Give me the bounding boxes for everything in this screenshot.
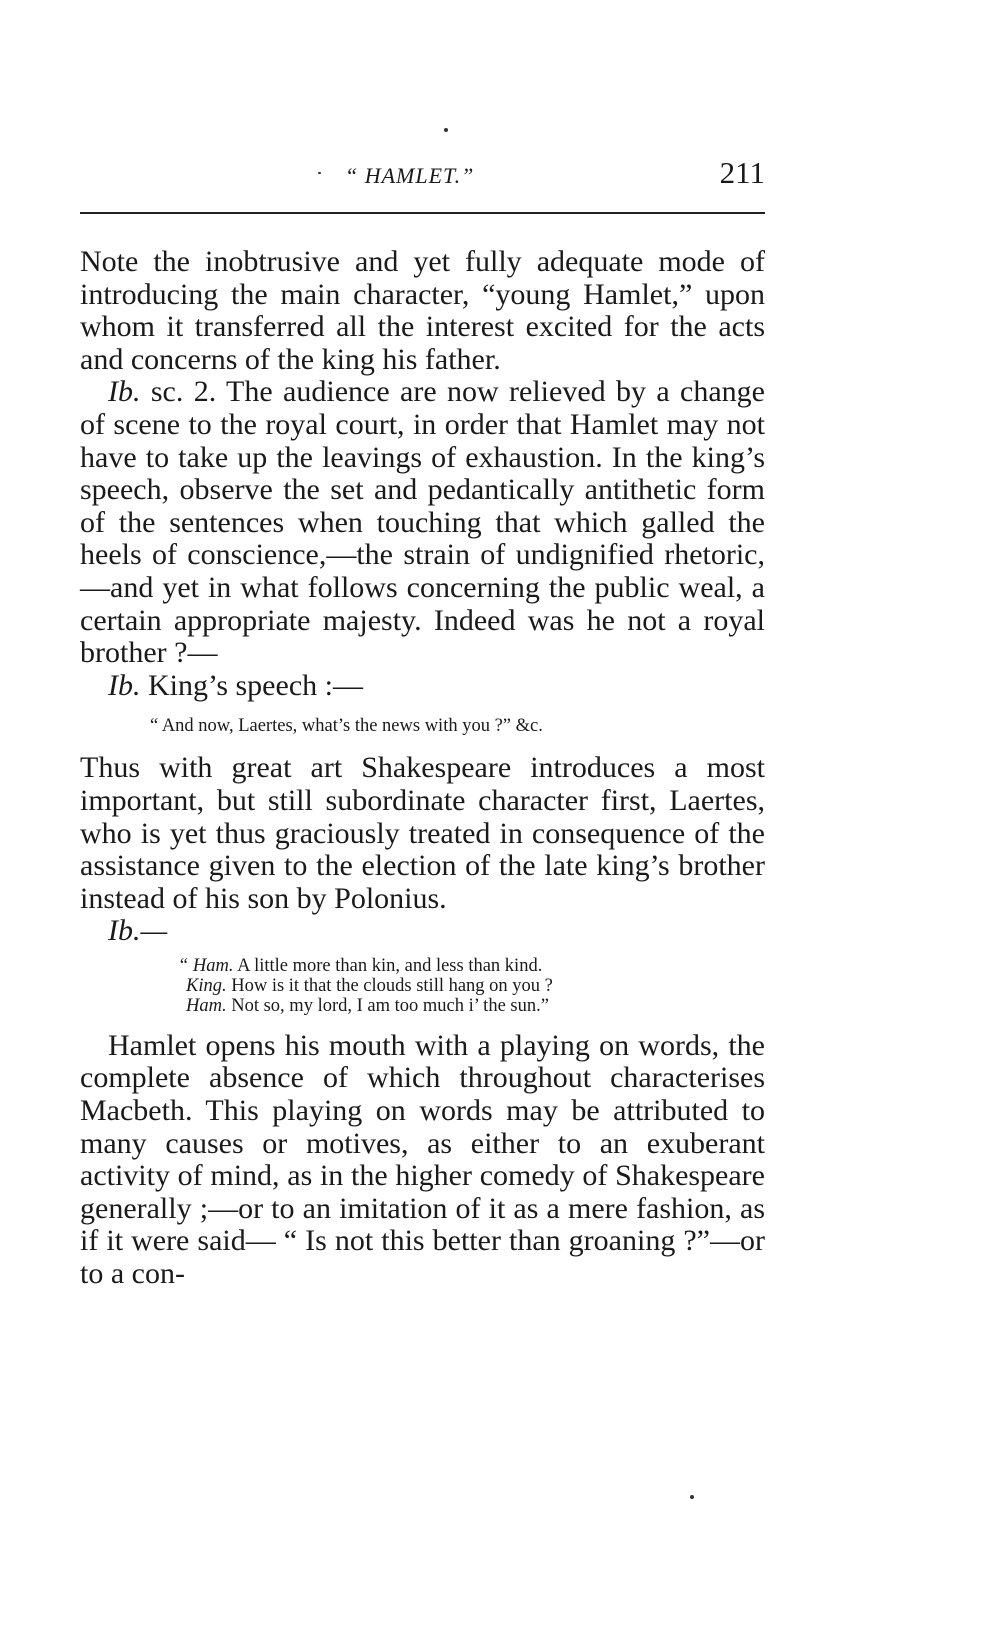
page-body bbox=[80, 246, 765, 1291]
paragraph-4: Thus with great art Shakespeare introduces a most important, but still subordinate character first, Laertes, who is yet thus graciously treated in consequence of the assistance given to the election of the late king’s brother instead of his son by Polonius. bbox=[80, 751, 765, 915]
page-number: 211 bbox=[719, 155, 765, 190]
verse-line bbox=[178, 976, 765, 996]
speaker-name: Ham. bbox=[186, 995, 227, 1016]
verse-text: A little more than kin, and less than kind. bbox=[233, 955, 543, 976]
paragraph-3 bbox=[80, 670, 765, 703]
paragraph-6: Hamlet opens his mouth with a playing on words, the complete absence of which throughout characterises Macbeth. This playing on words may be attributed to many causes or motives, as either to an exuberant activity of mind, as in the higher comedy of Shakespeare generally ;—or to an imitation of it as a mere fashion, as if it were said— “ Is not this better than groaning ?”—or to a con- bbox=[80, 1028, 765, 1291]
paragraph-3-text: King’s speech :— bbox=[140, 668, 363, 702]
page-header bbox=[80, 153, 765, 197]
print-speck bbox=[690, 1495, 694, 1499]
paragraph-2-text: sc. 2. The audience are now relieved by a change of scene to the royal court, in order that Hamlet may not have to take up the leavings of exhaustion. In the king’s speech, observe the set and pedantically antithetic form of the sentences when touching that which galled the heels of conscience,—the strain of undignified rhetoric,—and yet in what follows concerning the public weal, a certain appropriate majesty. Indeed was he not a royal brother ?— bbox=[80, 375, 765, 670]
verse-line bbox=[178, 996, 765, 1016]
header-rule bbox=[80, 212, 765, 214]
block-quote: “ And now, Laertes, what’s the news with you ?” &c. bbox=[150, 716, 543, 737]
verse-quote bbox=[178, 956, 765, 1016]
paragraph-5 bbox=[80, 915, 765, 948]
print-speck bbox=[444, 128, 448, 132]
ib-reference: Ib. bbox=[108, 668, 141, 702]
speaker-name: King. bbox=[186, 975, 227, 996]
verse-text: How is it that the clouds still hang on you ? bbox=[226, 975, 553, 996]
ib-reference: Ib. bbox=[108, 375, 141, 409]
paragraph-2 bbox=[80, 376, 765, 669]
ib-reference: Ib.— bbox=[108, 914, 168, 948]
running-title: “ HAMLET.” bbox=[345, 163, 475, 188]
print-speck bbox=[318, 172, 321, 174]
paragraph-1: Note the inobtrusive and yet fully adequate mode of introducing the main character, “young Hamlet,” upon whom it transferred all the interest excited for the acts and concerns of the king his father. bbox=[80, 245, 765, 376]
speaker-name: “ Ham. bbox=[178, 955, 234, 976]
verse-text: Not so, my lord, I am too much i’ the sun.” bbox=[226, 995, 549, 1016]
verse-line bbox=[178, 956, 765, 976]
